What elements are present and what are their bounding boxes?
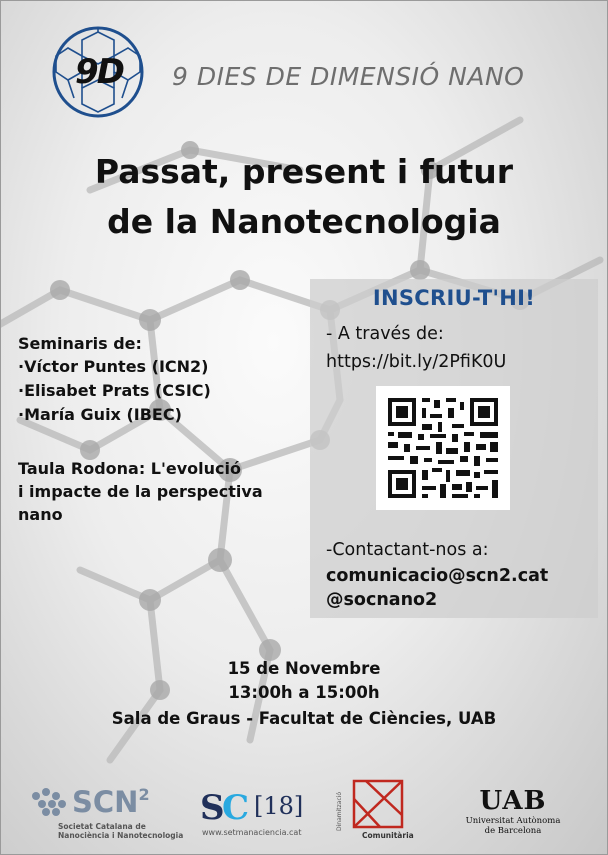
event-time: 13:00h a 15:00h	[228, 683, 380, 702]
scn2-logo-word: SCN$^2$	[72, 785, 150, 819]
speaker-item: ·María Guix (IBEC)	[18, 405, 182, 424]
registration-heading: INSCRIU-T'HI!	[372, 286, 536, 310]
round-table-line: nano	[18, 505, 63, 524]
contact-email[interactable]: comunicacio@scn2.cat	[326, 566, 549, 586]
sc18-logo: S C [18] www.setmanaciencia.cat	[200, 788, 304, 837]
event-date: 15 de Novembre	[227, 659, 381, 678]
registration-url[interactable]: https://bit.ly/2PfiK0U	[326, 352, 507, 372]
qr-code[interactable]	[376, 386, 510, 510]
event-place: Sala de Graus - Facultat de Ciències, UAB	[111, 709, 497, 728]
registration-via-label: - A través de:	[326, 324, 444, 344]
scn2-logo-caption: Societat Catalana de Nanociència i Nanotecnologia	[58, 822, 184, 840]
round-table-line: Taula Rodona: L'evolució	[18, 459, 242, 478]
dinamitzacio-comunitaria-logo: Dinamització Comunitària	[340, 775, 412, 843]
round-table-line: i impacte de la perspectiva	[18, 482, 263, 501]
contact-label: -Contactant-nos a:	[326, 540, 489, 560]
title-line-1: Passat, present i futur	[94, 152, 514, 191]
speaker-item: ·Víctor Puntes (ICN2)	[18, 357, 209, 376]
9d-logo	[44, 18, 152, 126]
series-subtitle: 9 DIES DE DIMENSIÓ NANO	[172, 62, 525, 91]
seminars-heading: Seminaris de:	[18, 334, 142, 353]
uab-logo: UAB Universitat Autònoma de Barcelona	[465, 786, 561, 836]
9d-logo-text: 9D	[75, 52, 123, 92]
speaker-item: ·Elisabet Prats (CSIC)	[18, 381, 211, 400]
title-line-2: de la Nanotecnologia	[107, 202, 501, 241]
contact-handle[interactable]: @socnano2	[326, 590, 438, 610]
scn2-logo	[28, 782, 188, 842]
